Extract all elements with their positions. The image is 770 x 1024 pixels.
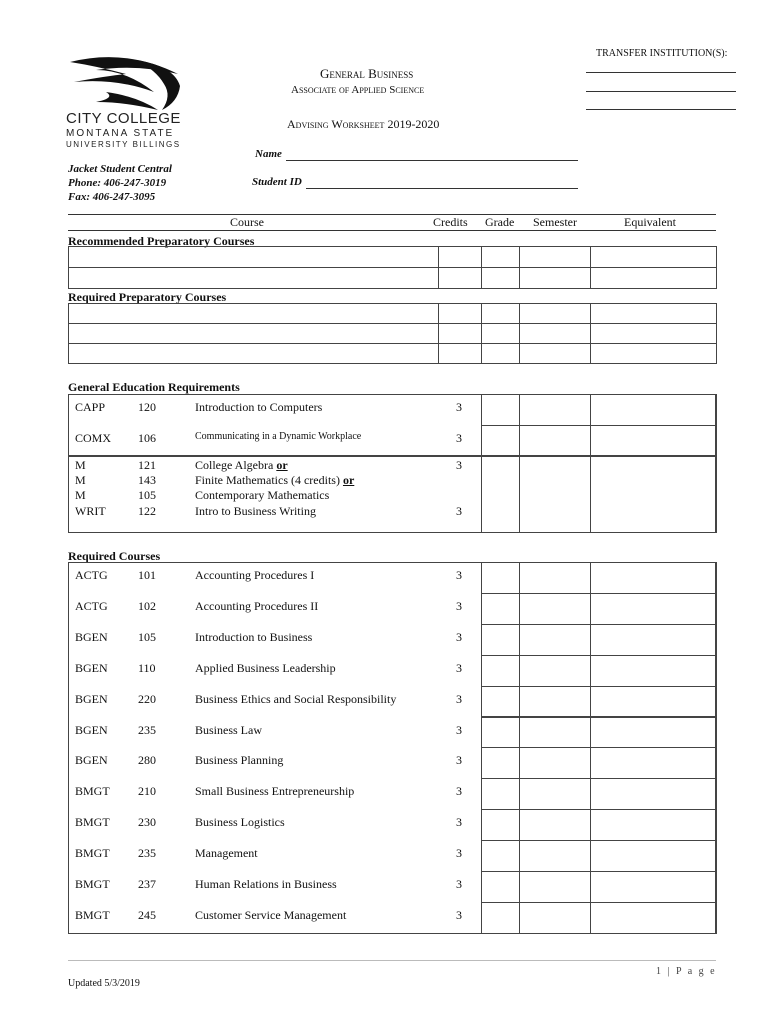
course-dept: BGEN	[75, 753, 108, 768]
required-prep-cell[interactable]	[438, 323, 482, 344]
course-dept: COMX	[75, 431, 112, 445]
course-title: Communicating in a Dynamic Workplace	[195, 431, 362, 442]
logo-swoosh-icon	[66, 52, 186, 112]
header-rule-bottom	[68, 230, 716, 231]
required-courses-entry-box[interactable]	[481, 686, 520, 718]
required-courses-entry-box[interactable]	[519, 686, 591, 718]
required-courses-entry-box[interactable]	[519, 778, 591, 810]
required-courses-entry-box[interactable]	[590, 871, 717, 903]
course-title: Introduction to Business	[195, 629, 313, 644]
course-number: 120	[138, 400, 156, 414]
footer-rule	[68, 960, 716, 961]
required-courses-entry-box[interactable]	[481, 840, 520, 872]
recommended-prep-heading: Recommended Preparatory Courses	[68, 234, 255, 248]
required-prep-cell[interactable]	[481, 343, 520, 364]
required-courses-entry-box[interactable]	[590, 747, 717, 779]
header-grade: Grade	[485, 215, 515, 229]
course-dept: BMGT	[75, 846, 110, 861]
gen-ed-entry-box[interactable]	[481, 394, 520, 426]
required-courses-entry-box[interactable]	[519, 902, 591, 934]
required-courses-entry-box[interactable]	[481, 809, 520, 841]
required-courses-entry-box[interactable]	[519, 655, 591, 687]
course-number: 235	[138, 846, 156, 861]
math-title-1: College Algebra or	[195, 458, 288, 472]
header-credits: Credits	[433, 215, 468, 229]
course-dept: CAPP	[75, 400, 106, 414]
math-entry-box[interactable]	[481, 455, 520, 533]
gen-ed-entry-box[interactable]	[519, 425, 591, 457]
course-title: Business Ethics and Social Responsibility	[195, 691, 397, 706]
required-prep-cell[interactable]	[68, 323, 439, 344]
required-courses-entry-box[interactable]	[590, 778, 717, 810]
course-title: Applied Business Leadership	[195, 660, 336, 675]
recommended-prep-cell[interactable]	[519, 267, 591, 289]
header-rule-top	[68, 214, 716, 215]
course-dept: ACTG	[75, 598, 108, 613]
course-title: Business Law	[195, 722, 262, 737]
required-courses-entry-box[interactable]	[519, 593, 591, 625]
course-credits: 3	[456, 691, 462, 706]
name-label: Name	[255, 148, 282, 160]
gen-ed-heading: General Education Requirements	[68, 380, 240, 394]
recommended-prep-cell[interactable]	[481, 246, 520, 268]
required-prep-cell[interactable]	[590, 323, 717, 344]
logo-line-3: UNIVERSITY BILLINGS	[66, 140, 181, 149]
recommended-prep-cell[interactable]	[68, 267, 439, 289]
transfer-line-2[interactable]	[586, 91, 736, 92]
course-credits: 3	[456, 753, 462, 768]
required-prep-cell[interactable]	[519, 343, 591, 364]
required-courses-heading: Required Courses	[68, 549, 161, 563]
name-field[interactable]	[286, 160, 578, 161]
gen-ed-entry-box[interactable]	[590, 394, 717, 426]
recommended-prep-cell[interactable]	[68, 246, 439, 268]
required-prep-heading: Required Preparatory Courses	[68, 290, 227, 304]
header-semester: Semester	[533, 215, 577, 229]
required-courses-entry-box[interactable]	[481, 593, 520, 625]
required-courses-entry-box[interactable]	[590, 902, 717, 934]
page-number: 1 | P a g e	[656, 966, 717, 977]
course-credits: 3	[456, 598, 462, 613]
recommended-prep-cell[interactable]	[519, 246, 591, 268]
transfer-label: TRANSFER INSTITUTION(S):	[596, 48, 728, 59]
course-dept: BGEN	[75, 629, 108, 644]
math-title-2: Finite Mathematics (4 credits) or	[195, 473, 355, 487]
course-title: Accounting Procedures I	[195, 568, 315, 582]
course-title: Business Logistics	[195, 815, 285, 830]
writ-dept: WRIT	[75, 504, 106, 518]
required-courses-entry-box[interactable]	[481, 778, 520, 810]
math-dept-2: M	[75, 473, 86, 487]
gen-ed-entry-box[interactable]	[590, 425, 717, 457]
required-courses-entry-box[interactable]	[590, 809, 717, 841]
writ-num: 122	[138, 504, 156, 518]
math-entry-box[interactable]	[590, 455, 717, 533]
required-prep-cell[interactable]	[481, 303, 520, 324]
course-title: Small Business Entrepreneurship	[195, 784, 355, 799]
recommended-prep-cell[interactable]	[590, 267, 717, 289]
writ-title: Intro to Business Writing	[195, 504, 316, 518]
gen-ed-entry-box[interactable]	[519, 394, 591, 426]
contact-fax: Fax: 406-247-3095	[68, 191, 156, 203]
course-credits: 3	[456, 815, 462, 830]
course-number: 237	[138, 877, 156, 891]
math-num-2: 143	[138, 473, 156, 487]
program-title: General Business	[320, 66, 414, 81]
course-dept: BGEN	[75, 660, 108, 675]
required-courses-entry-box[interactable]	[590, 686, 717, 718]
recommended-prep-cell[interactable]	[438, 267, 482, 289]
required-prep-cell[interactable]	[481, 323, 520, 344]
required-courses-entry-box[interactable]	[481, 717, 520, 749]
required-courses-entry-box[interactable]	[481, 562, 520, 594]
course-credits: 3	[456, 431, 462, 445]
course-dept: BMGT	[75, 784, 110, 799]
math-entry-box[interactable]	[519, 455, 591, 533]
course-dept: BGEN	[75, 691, 108, 706]
course-dept: BMGT	[75, 877, 110, 891]
required-courses-entry-box[interactable]	[519, 747, 591, 779]
required-courses-entry-box[interactable]	[590, 624, 717, 656]
course-dept: BMGT	[75, 815, 110, 830]
required-courses-entry-box[interactable]	[590, 562, 717, 594]
required-prep-cell[interactable]	[590, 343, 717, 364]
course-credits: 3	[456, 722, 462, 737]
course-number: 245	[138, 907, 156, 922]
required-courses-entry-box[interactable]	[519, 562, 591, 594]
required-prep-cell[interactable]	[68, 303, 439, 324]
course-number: 280	[138, 753, 156, 768]
course-number: 102	[138, 598, 156, 613]
course-credits: 3	[456, 629, 462, 644]
course-credits: 3	[456, 568, 462, 582]
required-prep-cell[interactable]	[590, 303, 717, 324]
course-number: 105	[138, 629, 156, 644]
course-dept: BGEN	[75, 722, 108, 737]
city-college-logo	[66, 52, 186, 152]
course-title: Human Relations in Business	[195, 877, 337, 891]
math-dept-3: M	[75, 488, 86, 502]
required-courses-entry-box[interactable]	[481, 902, 520, 934]
student-id-field[interactable]	[306, 188, 578, 189]
degree-title: Associate of Applied Science	[291, 84, 425, 96]
required-prep-cell[interactable]	[519, 323, 591, 344]
recommended-prep-cell[interactable]	[590, 246, 717, 268]
math-dept-1: M	[75, 458, 86, 472]
contact-office: Jacket Student Central	[68, 163, 172, 175]
logo-line-1: CITY COLLEGE	[66, 110, 181, 127]
course-title: Management	[195, 846, 258, 861]
required-courses-entry-box[interactable]	[481, 871, 520, 903]
course-dept: ACTG	[75, 568, 108, 582]
required-courses-entry-box[interactable]	[481, 747, 520, 779]
required-courses-entry-box[interactable]	[590, 840, 717, 872]
contact-phone: Phone: 406-247-3019	[68, 177, 167, 189]
required-courses-entry-box[interactable]	[481, 655, 520, 687]
required-courses-entry-box[interactable]	[519, 624, 591, 656]
required-courses-entry-box[interactable]	[590, 717, 717, 749]
course-credits: 3	[456, 660, 462, 675]
required-courses-entry-box[interactable]	[519, 871, 591, 903]
course-title: Introduction to Computers	[195, 400, 323, 414]
course-number: 106	[138, 431, 156, 445]
math-num-1: 121	[138, 458, 156, 472]
gen-ed-entry-box[interactable]	[481, 425, 520, 457]
header-equivalent: Equivalent	[624, 215, 676, 229]
updated-date: Updated 5/3/2019	[68, 978, 140, 989]
course-number: 110	[138, 660, 156, 675]
math-num-3: 105	[138, 488, 156, 502]
math-title-3: Contemporary Mathematics	[195, 488, 330, 502]
required-courses-entry-box[interactable]	[590, 593, 717, 625]
course-credits: 3	[456, 846, 462, 861]
writ-credits: 3	[456, 504, 462, 518]
worksheet-title: Advising Worksheet 2019-2020	[287, 117, 440, 131]
course-title: Business Planning	[195, 753, 284, 768]
required-courses-entry-box[interactable]	[519, 809, 591, 841]
header-course: Course	[230, 215, 264, 229]
course-number: 230	[138, 815, 156, 830]
course-credits: 3	[456, 784, 462, 799]
course-number: 235	[138, 722, 156, 737]
student-id-label: Student ID	[252, 176, 302, 188]
course-title: Accounting Procedures II	[195, 598, 319, 613]
required-prep-cell[interactable]	[68, 343, 439, 364]
course-title: Customer Service Management	[195, 907, 347, 922]
course-number: 220	[138, 691, 156, 706]
required-courses-entry-box[interactable]	[519, 840, 591, 872]
required-courses-entry-box[interactable]	[590, 655, 717, 687]
transfer-line-3[interactable]	[586, 109, 736, 110]
logo-line-2: MONTANA STATE	[66, 128, 175, 139]
course-credits: 3	[456, 877, 462, 891]
required-courses-entry-box[interactable]	[519, 717, 591, 749]
required-prep-cell[interactable]	[438, 343, 482, 364]
required-courses-entry-box[interactable]	[481, 624, 520, 656]
contact-info	[68, 162, 172, 204]
course-credits: 3	[456, 907, 462, 922]
course-dept: BMGT	[75, 907, 110, 922]
course-number: 101	[138, 568, 156, 582]
recommended-prep-cell[interactable]	[438, 246, 482, 268]
required-prep-cell[interactable]	[519, 303, 591, 324]
recommended-prep-cell[interactable]	[481, 267, 520, 289]
required-prep-cell[interactable]	[438, 303, 482, 324]
math-credits: 3	[456, 458, 462, 472]
course-credits: 3	[456, 400, 462, 414]
transfer-line-1[interactable]	[586, 72, 736, 73]
course-number: 210	[138, 784, 156, 799]
